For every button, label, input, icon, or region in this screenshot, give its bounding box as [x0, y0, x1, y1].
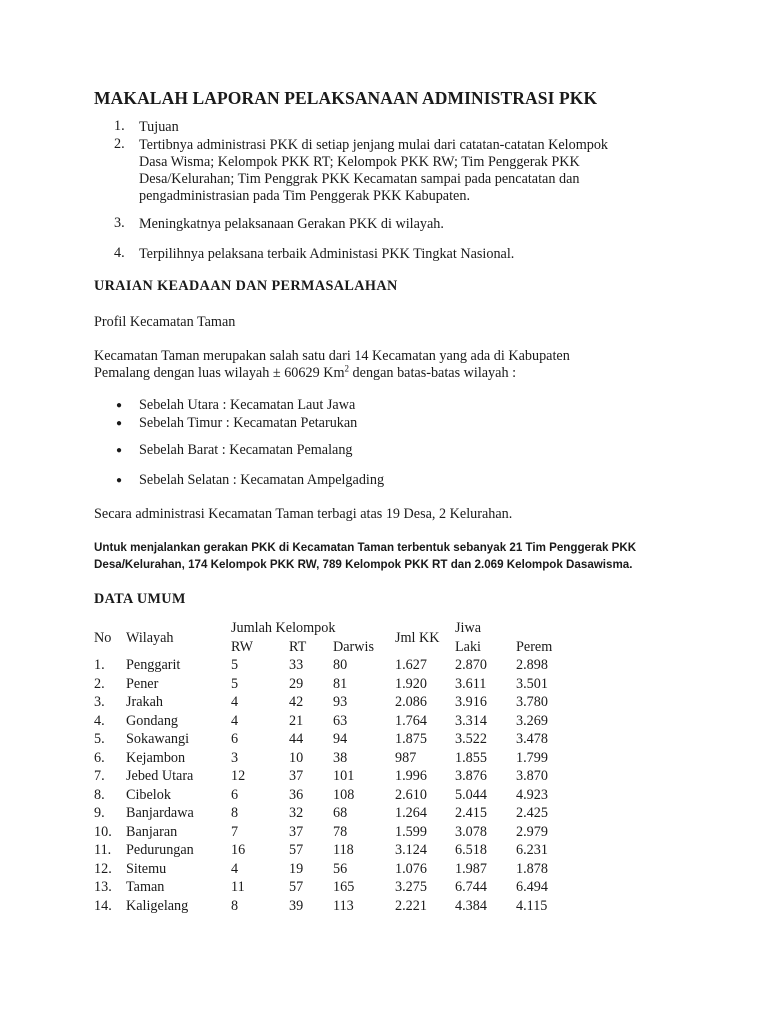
row-darwis: 80: [333, 657, 348, 673]
row-jml-kk: 1.875: [395, 731, 427, 747]
table-header-jiwa: Jiwa: [455, 620, 482, 636]
bullet-icon: ●: [116, 445, 123, 456]
row-no: 3.: [94, 694, 105, 710]
row-jml-kk: 2.221: [395, 897, 427, 914]
row-darwis: 56: [333, 860, 348, 877]
profil-heading: Profil Kecamatan Taman: [94, 314, 236, 330]
row-rw: 8: [231, 805, 239, 821]
row-darwis: 38: [333, 749, 348, 766]
row-rt: 37: [289, 768, 304, 784]
row-wilayah: Banjaran: [126, 823, 178, 840]
row-rt: 37: [289, 823, 304, 840]
row-rt: 10: [289, 749, 304, 766]
list-item-text: Dasa Wisma; Kelompok PKK RT; Kelompok PKK RW; Tim Penggerak PKK: [139, 154, 580, 170]
row-darwis: 63: [333, 712, 348, 729]
row-no: 1.: [94, 657, 105, 673]
list-item-text: Tujuan: [139, 119, 179, 135]
row-laki: 4.384: [455, 897, 487, 914]
list-number: 1.: [114, 118, 125, 134]
list-number: 2.: [114, 136, 125, 152]
section-heading: URAIAN KEADAAN DAN PERMASALAHAN: [94, 278, 398, 294]
row-rw: 5: [231, 675, 239, 692]
bold-paragraph-line: Desa/Kelurahan, 174 Kelompok PKK RW, 789 Kelompok PKK RT dan 2.069 Kelompok Dasawisma.: [94, 558, 633, 571]
row-darwis: 68: [333, 805, 348, 821]
row-jml-kk: 3.124: [395, 842, 427, 858]
row-perem: 2.425: [516, 805, 548, 821]
row-perem: 4.115: [516, 897, 548, 914]
row-no: 10.: [94, 823, 112, 840]
row-perem: 2.898: [516, 657, 548, 673]
row-rt: 57: [289, 842, 304, 858]
row-rt: 57: [289, 879, 304, 895]
row-laki: 6.744: [455, 879, 487, 895]
row-laki: 5.044: [455, 786, 487, 803]
row-no: 6.: [94, 749, 105, 766]
row-laki: 1.987: [455, 860, 487, 877]
document-title: MAKALAH LAPORAN PELAKSANAAN ADMINISTRASI PKK: [94, 88, 598, 108]
row-rw: 6: [231, 786, 239, 803]
row-no: 2.: [94, 675, 105, 692]
row-laki: 2.870: [455, 657, 487, 673]
row-wilayah: Sokawangi: [126, 731, 190, 747]
row-rt: 44: [289, 731, 304, 747]
table-header-perem: Perem: [516, 639, 553, 655]
row-wilayah: Penggarit: [126, 657, 181, 673]
row-rw: 4: [231, 694, 239, 710]
row-no: 9.: [94, 805, 105, 821]
list-number: 3.: [114, 215, 125, 231]
row-wilayah: Jrakah: [126, 694, 164, 710]
table-header-no: No: [94, 630, 112, 646]
row-rw: 4: [231, 860, 239, 877]
row-rw: 3: [231, 749, 239, 766]
row-no: 11.: [94, 842, 112, 858]
administrasi-paragraph: Secara administrasi Kecamatan Taman terbagi atas 19 Desa, 2 Kelurahan.: [94, 506, 513, 522]
list-number: 4.: [114, 245, 125, 261]
row-jml-kk: 1.996: [395, 768, 427, 784]
kecamatan-paragraph-line: Pemalang dengan luas wilayah ± 60629 Km$^2$ dengan batas-batas wilayah :: [94, 363, 517, 381]
bullet-icon: ●: [116, 418, 123, 429]
list-item-text: Desa/Kelurahan; Tim Penggrak PKK Kecamatan sampai pada pencatatan dan: [139, 171, 580, 187]
row-wilayah: Taman: [126, 879, 165, 895]
row-rt: 39: [289, 897, 304, 914]
row-jml-kk: 1.264: [395, 805, 427, 821]
row-jml-kk: 1.076: [395, 860, 427, 877]
list-item-text: Meningkatnya pelaksanaan Gerakan PKK di wilayah.: [139, 216, 444, 232]
row-no: 14.: [94, 897, 112, 914]
row-jml-kk: 3.275: [395, 879, 427, 895]
row-perem: 3.501: [516, 675, 548, 692]
row-rw: 5: [231, 657, 239, 673]
list-item-text: pengadministrasian pada Tim Penggerak PKK Kabupaten.: [139, 188, 470, 204]
row-wilayah: Pedurungan: [126, 842, 194, 858]
row-no: 4.: [94, 712, 105, 729]
table-header-jml-kk: Jml KK: [395, 630, 440, 646]
row-jml-kk: 2.610: [395, 786, 427, 803]
row-perem: 4.923: [516, 786, 548, 803]
bullet-icon: ●: [116, 475, 123, 486]
data-umum-heading: DATA UMUM: [94, 591, 186, 607]
row-perem: 1.878: [516, 860, 548, 877]
row-perem: 3.780: [516, 694, 548, 710]
row-jml-kk: 2.086: [395, 694, 427, 710]
row-no: 7.: [94, 768, 105, 784]
row-perem: 6.494: [516, 879, 548, 895]
row-rt: 42: [289, 694, 304, 710]
row-darwis: 93: [333, 694, 348, 710]
row-laki: 3.611: [455, 675, 487, 692]
row-darwis: 118: [333, 842, 354, 858]
row-no: 5.: [94, 731, 105, 747]
list-item-text: Tertibnya administrasi PKK di setiap jenjang mulai dari catatan-catatan Kelompok: [139, 137, 609, 153]
list-item-text: Terpilihnya pelaksana terbaik Administasi PKK Tingkat Nasional.: [139, 246, 515, 262]
row-perem: 6.231: [516, 842, 548, 858]
table-header-darwis: Darwis: [333, 639, 374, 655]
row-rt: 36: [289, 786, 304, 803]
row-rw: 11: [231, 879, 245, 895]
bullet-icon: ●: [116, 400, 123, 411]
bullet-item: Sebelah Barat : Kecamatan Pemalang: [139, 442, 353, 458]
row-darwis: 81: [333, 675, 348, 692]
row-rw: 12: [231, 768, 246, 784]
bullet-item: Sebelah Timur : Kecamatan Petarukan: [139, 415, 358, 431]
row-rw: 4: [231, 712, 239, 729]
row-no: 12.: [94, 860, 112, 877]
row-laki: 3.522: [455, 731, 487, 747]
row-darwis: 165: [333, 879, 355, 895]
bold-paragraph-line: Untuk menjalankan gerakan PKK di Kecamatan Taman terbentuk sebanyak 21 Tim Penggerak PKK: [94, 541, 637, 554]
row-rt: 21: [289, 712, 304, 729]
row-jml-kk: 1.599: [395, 823, 427, 840]
table-header-jumlah-kelompok: Jumlah Kelompok: [231, 620, 336, 636]
row-rw: 6: [231, 731, 239, 747]
bullet-item: Sebelah Selatan : Kecamatan Ampelgading: [139, 472, 385, 488]
row-rw: 16: [231, 842, 246, 858]
row-laki: 3.916: [455, 694, 487, 710]
row-rt: 32: [289, 805, 304, 821]
row-laki: 3.876: [455, 768, 487, 784]
row-perem: 2.979: [516, 823, 548, 840]
row-wilayah: Sitemu: [126, 860, 167, 877]
row-laki: 2.415: [455, 805, 487, 821]
kecamatan-paragraph-line: Kecamatan Taman merupakan salah satu dari 14 Kecamatan yang ada di Kabupaten: [94, 348, 570, 364]
row-rt: 29: [289, 675, 304, 692]
row-wilayah: Pener: [126, 675, 159, 692]
row-wilayah: Kaligelang: [126, 897, 189, 914]
row-wilayah: Cibelok: [126, 786, 171, 803]
row-perem: 3.269: [516, 712, 548, 729]
row-jml-kk: 1.764: [395, 712, 427, 729]
row-perem: 3.478: [516, 731, 548, 747]
row-jml-kk: 987: [395, 749, 417, 766]
row-wilayah: Jebed Utara: [126, 768, 194, 784]
row-rw: 8: [231, 897, 239, 914]
row-perem: 3.870: [516, 768, 548, 784]
row-darwis: 113: [333, 897, 354, 914]
table-header-rw: RW: [231, 639, 254, 655]
row-jml-kk: 1.920: [395, 675, 427, 692]
row-no: 13.: [94, 879, 112, 895]
row-wilayah: Banjardawa: [126, 805, 194, 821]
row-wilayah: Gondang: [126, 712, 179, 729]
table-header-rt: RT: [289, 639, 307, 655]
row-rt: 19: [289, 860, 304, 877]
row-darwis: 78: [333, 823, 348, 840]
row-darwis: 94: [333, 731, 348, 747]
row-darwis: 101: [333, 768, 355, 784]
row-laki: 3.314: [455, 712, 487, 729]
row-jml-kk: 1.627: [395, 657, 427, 673]
row-perem: 1.799: [516, 749, 548, 766]
row-laki: 1.855: [455, 749, 487, 766]
row-wilayah: Kejambon: [126, 749, 186, 766]
row-rw: 7: [231, 823, 239, 840]
row-laki: 3.078: [455, 823, 487, 840]
bullet-item: Sebelah Utara : Kecamatan Laut Jawa: [139, 397, 356, 413]
row-darwis: 108: [333, 786, 355, 803]
row-laki: 6.518: [455, 842, 487, 858]
table-header-wilayah: Wilayah: [126, 630, 174, 646]
row-rt: 33: [289, 657, 304, 673]
table-header-laki: Laki: [455, 639, 481, 655]
row-no: 8.: [94, 786, 105, 803]
